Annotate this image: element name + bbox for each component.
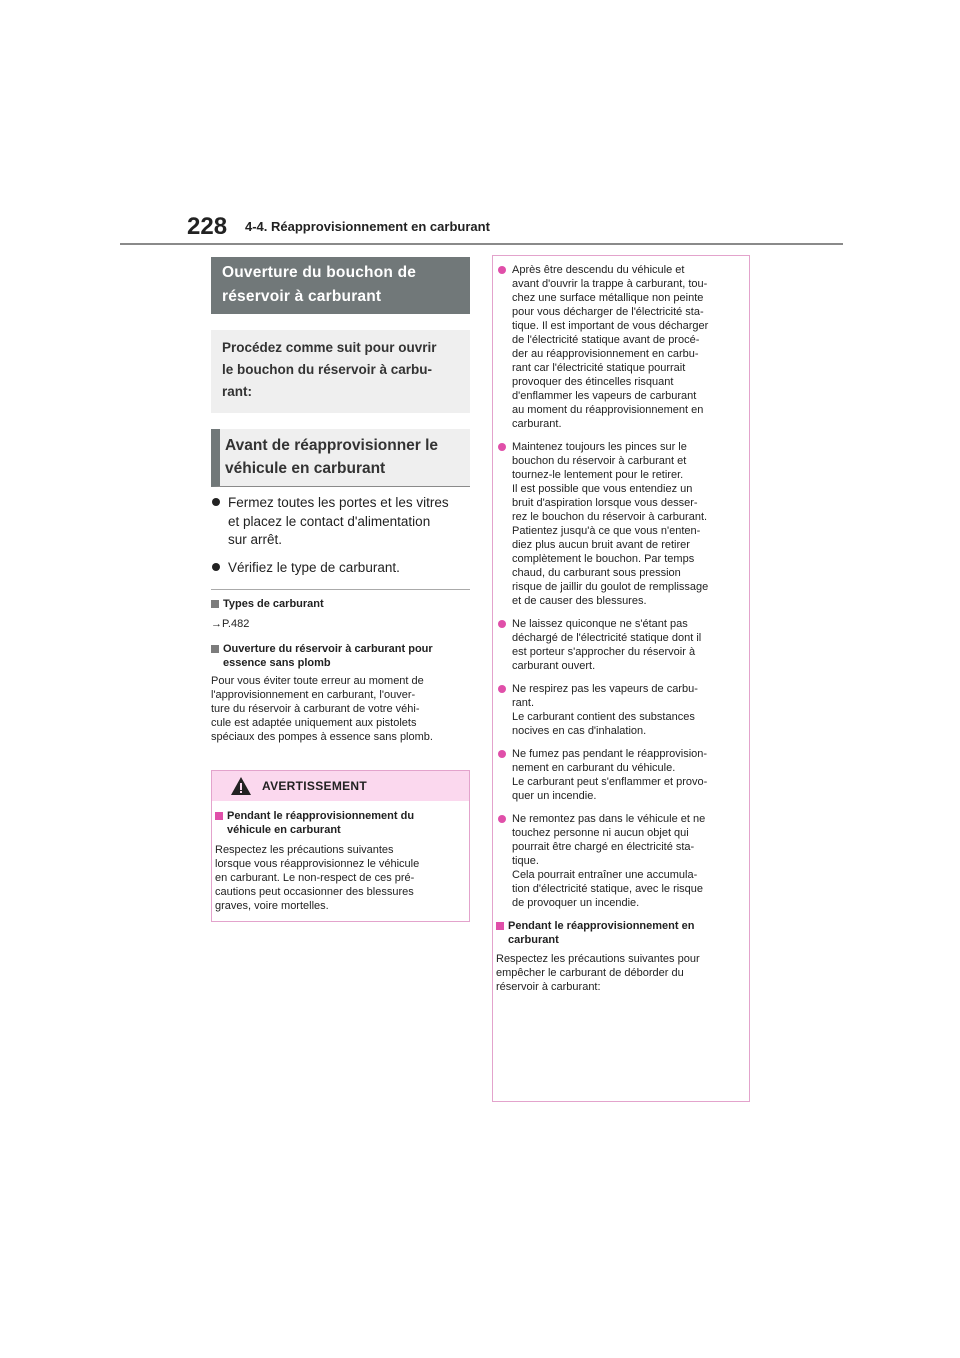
bullet-line: quer un incendie. (512, 790, 597, 802)
body-line: graves, voire mortelles. (215, 900, 329, 912)
body-line: ture du réservoir à carburant de votre véhi- (211, 703, 420, 715)
body-line: lorsque vous réapprovisionnez le véhicule (215, 858, 420, 870)
warning-heading-line: Pendant le réapprovisionnement du (227, 810, 415, 822)
page-number: 228 (187, 213, 228, 240)
fuel-types-heading-text: Types de carburant (223, 598, 324, 610)
list-item (496, 682, 743, 738)
warning-label: AVERTISSEMENT (262, 779, 368, 793)
warning-header (212, 771, 469, 801)
bullet-line: Cela pourrait entraîner une accumula- (512, 869, 698, 881)
header-divider (120, 243, 843, 245)
body-line: empêcher le carburant de déborder du (496, 967, 684, 979)
list-item (496, 440, 743, 608)
bullet-line: provoquer des étincelles risquant (512, 376, 674, 388)
list-item (496, 812, 743, 910)
intro-box (211, 330, 470, 413)
right-warning-column (492, 255, 750, 1102)
overflow-heading-line: carburant (508, 934, 559, 946)
overflow-heading-line: Pendant le réapprovisionnement en (508, 920, 695, 932)
list-item (496, 617, 743, 673)
bullet-line: pourrait être chargé en électricité sta- (512, 841, 695, 853)
body-line: Pour vous éviter toute erreur au moment de (211, 675, 424, 687)
bullet-line: et de causer des blessures. (512, 595, 647, 607)
intro-line: rant: (222, 384, 252, 399)
bullet-list (211, 494, 470, 577)
bullet-icon (498, 620, 506, 628)
bullet-line: nocives en cas d'inhalation. (512, 725, 647, 737)
opening-body (211, 674, 470, 744)
bullet-line: Il est possible que vous entendiez un (512, 483, 693, 495)
bullet-line: avant d'ouvrir la trappe à carburant, tou- (512, 278, 708, 290)
bullet-line: Le carburant peut s'enflammer et provo- (512, 776, 708, 788)
section-title: 4-4. Réapprovisionnement en carburant (245, 219, 490, 234)
intro-line: le bouchon du réservoir à carbu- (222, 362, 433, 377)
left-column (211, 257, 470, 922)
bullet-line: Patientez jusqu'à ce que vous n'enten- (512, 525, 701, 537)
warning-heading-line: véhicule en carburant (227, 824, 341, 836)
opening-heading-line: Ouverture du réservoir à carburant pour (223, 643, 433, 655)
bullet-line: touchez personne ni aucun objet qui (512, 827, 689, 839)
square-bullet-icon (211, 645, 219, 653)
bullet-line: rez le bouchon du réservoir à carburant. (512, 511, 708, 523)
body-line: Respectez les précautions suivantes (215, 844, 394, 856)
bullet-line: tion d'électricité statique, avec le risque (512, 883, 704, 895)
bullet-line: nement en carburant du véhicule. (512, 762, 676, 774)
bullet-icon (498, 685, 506, 693)
page-reference-link[interactable]: →P.482 (211, 618, 250, 630)
square-bullet-icon (496, 922, 504, 930)
bullet-icon (498, 266, 506, 274)
overflow-heading (496, 919, 743, 947)
right-warning-body (493, 256, 749, 994)
bullet-line: pour vous décharger de l'électricité sta- (512, 306, 704, 318)
bullet-icon (498, 815, 506, 823)
bullet-line: carburant ouvert. (512, 660, 596, 672)
subsection-heading-line: Avant de réapprovisionner le (225, 437, 439, 454)
warning-body (212, 801, 469, 921)
list-item (496, 747, 743, 803)
body-line: l'approvisionnement en carburant, l'ouver- (211, 689, 416, 701)
bullet-line: et placez le contact d'alimentation (228, 513, 431, 529)
bullet-line: rant. (512, 697, 535, 709)
body-line: en carburant. Le non-respect de ces pré- (215, 872, 415, 884)
bullet-line: tournez-le lentement pour le retirer. (512, 469, 684, 481)
bullet-line: de provoquer un incendie. (512, 897, 640, 909)
body-line: cule est adaptée uniquement aux pistolets (211, 717, 417, 729)
bullet-icon (498, 750, 506, 758)
bullet-line: rant car l'électricité statique pourrait (512, 362, 686, 374)
bullet-icon (212, 563, 220, 571)
warning-text (215, 843, 463, 913)
bullet-icon (212, 498, 220, 506)
bullet-line: bruit d'aspiration lorsque vous desser- (512, 497, 698, 509)
list-item (211, 559, 470, 578)
bullet-line: risque de jaillir du goulot de remplissage (512, 581, 709, 593)
bullet-line: tique. (512, 855, 539, 867)
main-title (211, 257, 470, 314)
bullet-line: Ne laissez quiconque ne s'étant pas (512, 618, 688, 630)
bullet-line: carburant. (512, 418, 562, 430)
body-line: réservoir à carburant: (496, 981, 601, 993)
bullet-line: chez une surface métallique non peinte (512, 292, 704, 304)
bullet-line: Ne remontez pas dans le véhicule et ne (512, 813, 706, 825)
bullet-line: tique. Il est important de vous décharger (512, 320, 709, 332)
bullet-line: sur arrêt. (228, 532, 283, 547)
bullet-line: diez plus aucun bruit avant de retirer (512, 539, 690, 551)
bullet-line: Vérifiez le type de carburant. (228, 559, 400, 575)
intro-line: Procédez comme suit pour ouvrir (222, 340, 437, 355)
list-item (211, 494, 470, 550)
divider (211, 589, 470, 590)
bullet-line: est porteur s'approcher du réservoir à (512, 646, 696, 658)
warning-triangle-icon (230, 776, 252, 796)
opening-heading-line: essence sans plomb (223, 657, 331, 669)
body-line: cautions peut occasionner des blessures (215, 886, 414, 898)
bullet-line: Ne respirez pas les vapeurs de carbu- (512, 683, 698, 695)
body-line: spéciaux des pompes à essence sans plomb. (211, 731, 433, 743)
square-bullet-icon (211, 600, 219, 608)
bullet-line: Le carburant contient des substances (512, 711, 695, 723)
main-title-line: réservoir à carburant (222, 288, 382, 305)
bullet-line: der au réapprovisionnement en carbu- (512, 348, 699, 360)
bullet-line: chaud, du carburant sous pression (512, 567, 681, 579)
bullet-line: complètement le bouchon. Par temps (512, 553, 695, 565)
overflow-body (496, 952, 743, 994)
bullet-line: bouchon du réservoir à carburant et (512, 455, 687, 467)
bullet-line: Ne fumez pas pendant le réapprovision- (512, 748, 708, 760)
bullet-line: de l'électricité statique avant de procé- (512, 334, 700, 346)
list-item (496, 263, 743, 431)
bullet-line: d'enflammer les vapeurs de carburant (512, 390, 697, 402)
warning-heading (215, 809, 463, 837)
bullet-line: Après être descendu du véhicule et (512, 264, 685, 276)
opening-heading (211, 642, 470, 670)
warning-box (211, 770, 470, 922)
bullet-line: déchargé de l'électricité statique dont il (512, 632, 702, 644)
bullet-line: au moment du réapprovisionnement en (512, 404, 704, 416)
fuel-types-heading (211, 597, 470, 611)
square-bullet-icon (215, 812, 223, 820)
bullet-line: Fermez toutes les portes et les vitres (228, 495, 449, 510)
bullet-icon (498, 443, 506, 451)
subsection-heading (211, 429, 470, 487)
bullet-line: Maintenez toujours les pinces sur le (512, 441, 687, 453)
main-title-line: Ouverture du bouchon de (222, 264, 417, 281)
subsection-heading-line: véhicule en carburant (225, 460, 386, 477)
body-line: Respectez les précautions suivantes pour (496, 953, 700, 965)
page-header (0, 0, 960, 250)
